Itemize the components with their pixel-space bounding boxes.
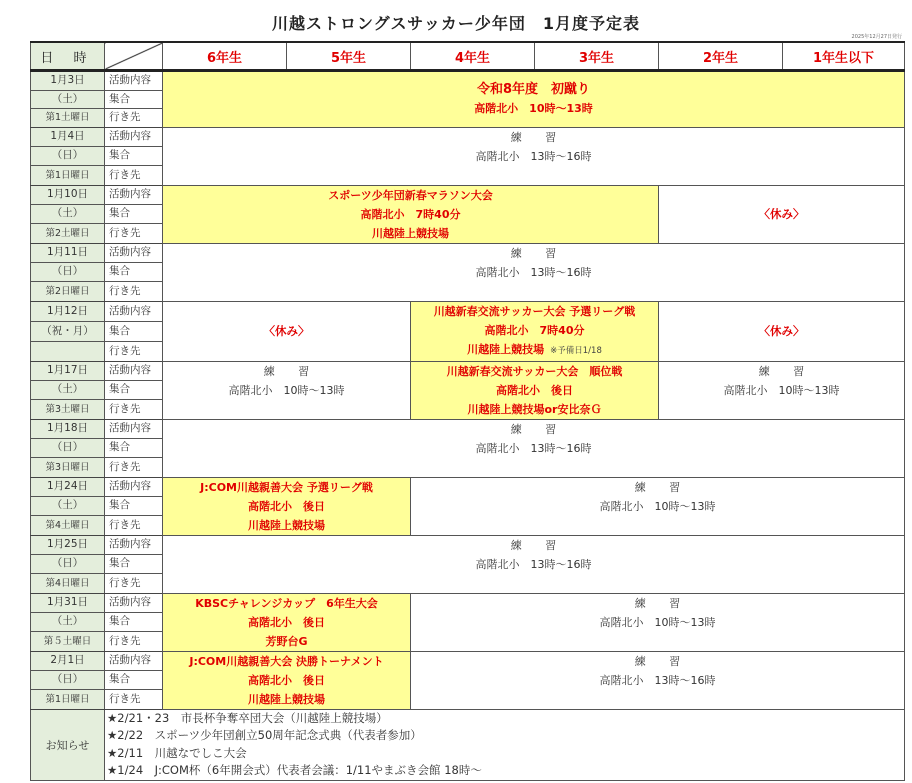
label-activity: 活動内容 (105, 127, 163, 146)
table-row (31, 361, 905, 380)
dow-cell: （日） (31, 146, 105, 165)
event-cell (163, 651, 411, 709)
event-title: 川越新春交流サッカー大会 予選リーグ戦 (433, 304, 636, 318)
label-destination: 行き先 (105, 458, 163, 477)
label-activity: 活動内容 (105, 535, 163, 554)
date-cell: 1月24日 (31, 477, 105, 496)
practice-spacer (411, 690, 904, 709)
label-meet: 集合 (105, 204, 163, 223)
dow-cell: （日） (31, 554, 105, 573)
rest-cell (163, 301, 411, 361)
dow-cell: （土） (31, 496, 105, 515)
notices-list (105, 709, 905, 780)
practice-cell (163, 419, 905, 477)
date-cell: 1月10日 (31, 185, 105, 204)
label-destination: 行き先 (105, 109, 163, 128)
rest-cell (659, 185, 905, 243)
notice-item: ★2/21・23 市長杯争奪卒団大会（川越陸上競技場） (107, 710, 388, 725)
event-meet: 高階北小 後日 (248, 673, 325, 687)
date-cell: 2月1日 (31, 651, 105, 670)
table-row (31, 535, 905, 554)
practice-label: 練 習 (263, 364, 320, 378)
practice-spacer (163, 166, 904, 185)
dow-cell: （土） (31, 612, 105, 631)
header-grade-2: 2年生 (659, 42, 783, 71)
practice-time: 高階北小 13時～16時 (475, 149, 592, 163)
label-activity: 活動内容 (105, 651, 163, 670)
label-destination: 行き先 (105, 400, 163, 419)
practice-cell (659, 361, 905, 419)
event-cell (411, 361, 659, 419)
label-activity: 活動内容 (105, 301, 163, 321)
practice-time: 高階北小 13時～16時 (599, 673, 716, 687)
week-cell: 第4日曜日 (31, 574, 105, 593)
practice-time: 高階北小 10時～13時 (228, 383, 345, 397)
practice-cell (163, 243, 905, 301)
label-activity: 活動内容 (105, 477, 163, 496)
event-place: 川越陸上競技場 (248, 518, 325, 532)
practice-time: 高階北小 10時～13時 (599, 615, 716, 629)
label-destination: 行き先 (105, 632, 163, 651)
header-date: 日 時 (31, 42, 105, 71)
label-meet: 集合 (105, 90, 163, 109)
label-meet: 集合 (105, 146, 163, 165)
header-grade-3: 3年生 (535, 42, 659, 71)
label-destination: 行き先 (105, 690, 163, 709)
practice-cell (163, 361, 411, 419)
event-title: J:COM川越親善大会 予選リーグ戦 (200, 480, 373, 494)
event-place: 川越陸上競技場or安比奈Ｇ (467, 402, 602, 416)
practice-time: 高階北小 10時～13時 (599, 499, 716, 513)
event-title: 川越新春交流サッカー大会 順位戦 (446, 364, 623, 378)
event-cell (163, 593, 411, 651)
week-cell: 第3土曜日 (31, 400, 105, 419)
header-grade-4: 4年生 (411, 42, 535, 71)
event-cell (411, 301, 659, 361)
practice-cell (411, 651, 905, 709)
label-destination: 行き先 (105, 516, 163, 535)
date-cell: 1月4日 (31, 127, 105, 146)
table-row (31, 477, 905, 496)
label-activity: 活動内容 (105, 361, 163, 380)
header-row (31, 42, 905, 71)
dow-cell: （祝・月） (31, 321, 105, 341)
practice-label: 練 習 (634, 480, 691, 494)
practice-label: 練 習 (510, 130, 567, 144)
practice-spacer (163, 574, 904, 593)
table-row (31, 651, 905, 670)
table-row (31, 593, 905, 612)
date-cell: 1月17日 (31, 361, 105, 380)
practice-spacer (411, 516, 904, 535)
table-row (31, 243, 905, 262)
dow-cell: （土） (31, 90, 105, 109)
rest-label: 〈休み〉 (758, 206, 805, 221)
label-activity: 活動内容 (105, 419, 163, 438)
rest-cell (659, 301, 905, 361)
label-meet: 集合 (105, 321, 163, 341)
notice-item: ★2/11 川越なでしこ大会 (107, 745, 247, 760)
header-grade-6: 6年生 (163, 42, 287, 71)
label-activity: 活動内容 (105, 185, 163, 204)
rest-label: 〈休み〉 (758, 323, 805, 338)
table-row (31, 127, 905, 146)
practice-time: 高階北小 13時～16時 (475, 441, 592, 455)
label-destination: 行き先 (105, 574, 163, 593)
practice-label: 練 習 (510, 538, 567, 552)
event-title: スポーツ少年団新春マラソン大会 (328, 188, 493, 202)
practice-time: 高階北小 13時～16時 (475, 557, 592, 571)
label-meet: 集合 (105, 670, 163, 689)
week-cell: 第1土曜日 (31, 109, 105, 128)
event-meet: 高階北小 7時40分 (360, 207, 461, 221)
date-cell: 1月18日 (31, 419, 105, 438)
event-title: J:COM川越親善大会 決勝トーナメント (189, 654, 384, 668)
practice-spacer (163, 458, 904, 477)
label-destination: 行き先 (105, 166, 163, 185)
table-row (31, 185, 905, 204)
label-meet: 集合 (105, 380, 163, 399)
practice-label: 練 習 (634, 596, 691, 610)
event-meet: 高階北小 後日 (248, 499, 325, 513)
issue-date: 2025年12月27日発行 (851, 34, 902, 40)
dow-cell: （日） (31, 262, 105, 281)
practice-time: 高階北小 13時～16時 (475, 265, 592, 279)
practice-time: 高階北小 10時～13時 (723, 383, 840, 397)
dow-cell: （日） (31, 438, 105, 457)
label-destination: 行き先 (105, 341, 163, 361)
practice-label: 練 習 (634, 654, 691, 668)
week-cell (31, 341, 105, 361)
date-cell: 1月12日 (31, 301, 105, 321)
label-meet: 集合 (105, 496, 163, 515)
practice-cell (163, 127, 905, 185)
event-place: 川越陸上競技場 (467, 342, 545, 356)
event-meet: 高階北小 後日 (496, 383, 573, 397)
practice-spacer (163, 400, 410, 419)
header-diagonal (105, 42, 163, 71)
event-meet: 高階北小 7時40分 (484, 323, 585, 337)
date-cell: 1月3日 (31, 71, 105, 91)
week-cell: 第2日曜日 (31, 282, 105, 301)
notice-item: ★1/24 J:COM杯（6年開会式）代表者会議：1/11やまぶき会館 18時～ (107, 763, 482, 777)
practice-cell (411, 477, 905, 535)
date-cell: 1月11日 (31, 243, 105, 262)
header-grade-5: 5年生 (287, 42, 411, 71)
practice-label: 練 習 (510, 422, 567, 436)
practice-spacer (163, 282, 904, 301)
event-title: KBSCチャレンジカップ 6年生大会 (195, 596, 378, 610)
event-place: 芳野台G (265, 634, 308, 648)
label-meet: 集合 (105, 612, 163, 631)
rest-label: 〈休み〉 (263, 323, 310, 338)
practice-cell (163, 535, 905, 593)
event-meet: 高階北小 後日 (248, 615, 325, 629)
week-cell: 第3日曜日 (31, 458, 105, 477)
event-cell (163, 477, 411, 535)
practice-cell (411, 593, 905, 651)
label-destination: 行き先 (105, 224, 163, 243)
date-cell: 1月25日 (31, 535, 105, 554)
event-cell (163, 185, 659, 243)
week-cell: 第1日曜日 (31, 690, 105, 709)
week-cell: 第1日曜日 (31, 166, 105, 185)
practice-label: 練 習 (758, 364, 815, 378)
event-place: 川越陸上競技場 (372, 226, 449, 240)
practice-spacer (659, 400, 904, 419)
notices-row (31, 709, 905, 780)
week-cell: 第4土曜日 (31, 516, 105, 535)
page-title: 川越ストロングスサッカー少年団 1月度予定表 (271, 14, 640, 33)
notice-item: ★2/22 スポーツ少年団創立50周年記念式典（代表者参加） (107, 728, 422, 742)
practice-label: 練 習 (510, 246, 567, 260)
event-title: 令和8年度 初蹴り (476, 82, 591, 98)
table-row (31, 301, 905, 321)
schedule-table (30, 41, 905, 781)
practice-spacer (411, 632, 904, 651)
label-meet: 集合 (105, 438, 163, 457)
event-place: 川越陸上競技場 (248, 692, 325, 706)
label-meet: 集合 (105, 262, 163, 281)
table-row (31, 419, 905, 438)
week-cell: 第2土曜日 (31, 224, 105, 243)
dow-cell: （土） (31, 380, 105, 399)
notices-label: お知らせ (31, 709, 105, 780)
dow-cell: （日） (31, 670, 105, 689)
label-meet: 集合 (105, 554, 163, 573)
event-place-line (411, 340, 658, 361)
date-cell: 1月31日 (31, 593, 105, 612)
event-cell (163, 71, 905, 128)
table-row (31, 71, 905, 91)
dow-cell: （土） (31, 204, 105, 223)
week-cell: 第５土曜日 (31, 632, 105, 651)
event-note: ※予備日1/18 (550, 345, 602, 356)
header-grade-1: 1年生以下 (783, 42, 905, 71)
label-activity: 活動内容 (105, 71, 163, 91)
label-activity: 活動内容 (105, 593, 163, 612)
event-place: 高階北小 10時～13時 (474, 102, 593, 116)
label-activity: 活動内容 (105, 243, 163, 262)
label-destination: 行き先 (105, 282, 163, 301)
